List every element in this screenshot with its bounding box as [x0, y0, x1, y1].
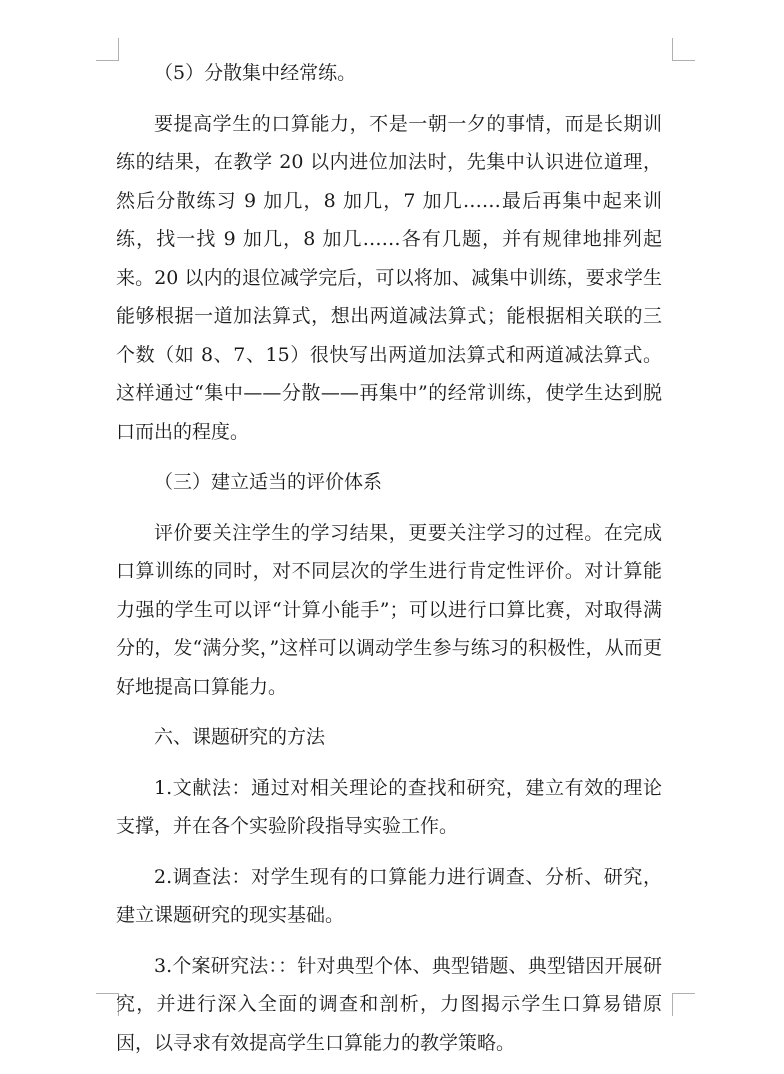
paragraph-oral-calculation-training: 要提高学生的口算能力，不是一朝一夕的事情，而是长期训练的结果，在教学 20 以内进位加法时，先集中认识进位道理，然后分散练习 9 加几，8 加几，7 加几……最后再集中起来训练，找一找 9 加几，8 加几……各有几题，并有规律地排列起来。20 以内的退位减学完后，可以将加、减集中训练，要求学生能够根据一道加法算式，想出两道减法算式；能根据相关联的三个数（如 8、7、15）很快写出两道加法算式和两道减法算式。这样通过“集中——分散——再集中”的经常训练，使学生达到脱口而出的程度。: [116, 112, 662, 443]
paragraph-literature-method: 1.文献法：通过对相关理论的查找和研究，建立有效的理论支撑，并在各个实验阶段指导实验工作。: [116, 776, 662, 837]
page-corner-mark-bottom-right: [672, 993, 695, 1016]
paragraph-survey-method: 2.调查法：对学生现有的口算能力进行调查、分析、研究，建立课题研究的现实基础。: [116, 865, 662, 926]
paragraph-evaluation: 评价要关注学生的学习结果，更要关注学习的过程。在完成口算训练的同时，对不同层次的学生进行肯定性评价。对计算能力强的学生可以评“计算小能手”；可以进行口算比赛，对取得满分的，发“满分奖，”这样可以调动学生参与练习的积极性，从而更好地提高口算能力。: [116, 521, 662, 698]
document-body[interactable]: [116, 54, 662, 1074]
section-heading-research-methods: 六、课题研究的方法: [154, 726, 326, 748]
page-corner-mark-top-right: [672, 38, 695, 61]
paragraph-case-study-method: 3.个案研究法：：针对典型个体、典型错题、典型错因开展研究，并进行深入全面的调查和剖析，力图揭示学生口算易错原因，以寻求有效提高学生口算能力的教学策略。: [116, 954, 662, 1054]
section-heading-evaluation-system: （三）建立适当的评价体系: [154, 471, 383, 493]
section-heading-scatter-practice: （5）分散集中经常练。: [154, 62, 357, 84]
